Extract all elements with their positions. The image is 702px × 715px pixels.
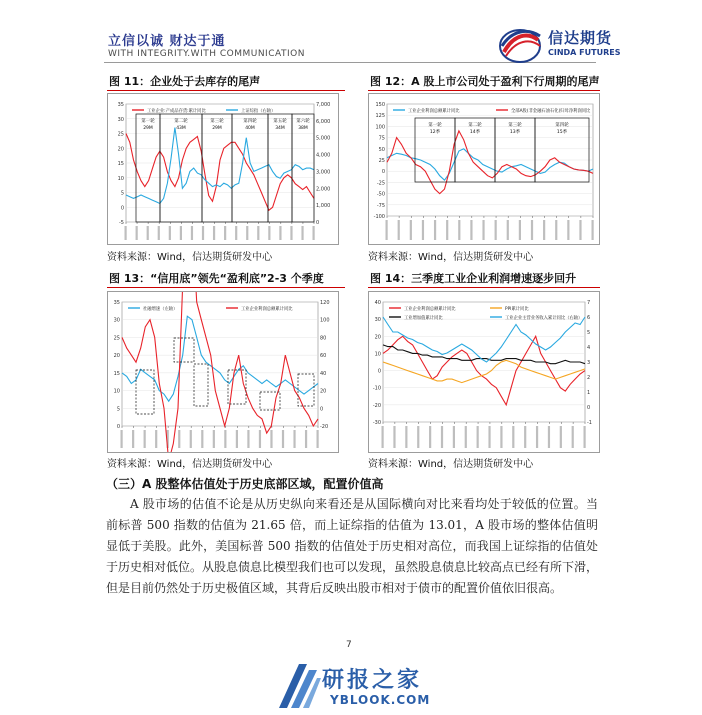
x-tick-label bbox=[155, 430, 157, 448]
x-tick-label bbox=[136, 226, 138, 240]
header-slogan-en: WITH INTEGRITY.WITH COMMUNICATION bbox=[108, 49, 305, 59]
cycle-label: 第一轮 bbox=[428, 123, 442, 128]
y-tick-label: 20 bbox=[117, 146, 124, 153]
x-tick-label bbox=[268, 226, 270, 240]
x-tick-label bbox=[305, 430, 307, 448]
x-tick-label bbox=[125, 226, 127, 240]
legend-label: 社融增速（左轴） bbox=[143, 307, 178, 312]
x-tick-label bbox=[429, 426, 431, 448]
y-tick-label: -20 bbox=[372, 402, 381, 409]
y-tick-label-right: 100 bbox=[320, 317, 330, 324]
x-tick-label bbox=[584, 426, 586, 448]
y-tick-label-right: 0 bbox=[316, 220, 320, 226]
y-tick-label: 15 bbox=[117, 161, 124, 167]
x-tick-label bbox=[169, 226, 171, 240]
y-tick-label-right: 3 bbox=[587, 360, 591, 366]
figure-source: 资料来源：Wind，信达期货研发中心 bbox=[107, 252, 273, 263]
x-tick-label bbox=[247, 430, 249, 448]
x-tick-label bbox=[317, 430, 319, 448]
caption-underline bbox=[368, 287, 600, 288]
page-number: 7 bbox=[346, 640, 352, 650]
paragraph-text: A 股市场的估值不论是从历史纵向来看还是从国际横向对比来看均处于较低的位置。当前标普 500 指数的估值为 21.65 倍，而上证综指的估值为 13.01，A 股市场的整体估值明显低于美股。此外，美国标普 500 指数的估值处于历史相对高位，而我国上证综指的估值处于历史相对低位。从股息债息比模型我们也可以发现，虽然股息债息比较高点已经有所下滑，但是目前仍然处于历史极值区域，其背后反映出股市相对于债市的配置价值依旧很高。 bbox=[106, 497, 599, 595]
series-line bbox=[126, 128, 314, 204]
y-tick-label: -100 bbox=[373, 214, 385, 220]
x-tick-label bbox=[458, 220, 460, 240]
y-tick-label-right: 5,000 bbox=[316, 135, 331, 142]
legend-label: 工业企业利润总额累计同比 bbox=[241, 307, 293, 312]
cycle-label: 13季 bbox=[509, 130, 521, 135]
x-tick-label bbox=[555, 220, 557, 240]
y-tick-label: 35 bbox=[113, 300, 120, 306]
y-tick-label: 30 bbox=[374, 317, 381, 324]
x-tick-label bbox=[488, 426, 490, 448]
x-tick-label bbox=[536, 426, 538, 448]
x-tick-label bbox=[180, 226, 182, 240]
caption-underline bbox=[107, 90, 345, 91]
y-tick-label: 25 bbox=[113, 335, 120, 342]
x-tick-label bbox=[201, 430, 203, 448]
y-tick-label-right: 60 bbox=[320, 353, 327, 360]
y-tick-label-right: 1 bbox=[587, 390, 591, 396]
x-tick-label bbox=[386, 220, 388, 240]
x-tick-label bbox=[470, 220, 472, 240]
y-tick-label-right: 80 bbox=[320, 335, 327, 342]
x-tick-label bbox=[405, 426, 407, 448]
chart-svg bbox=[369, 94, 599, 244]
legend-label: 工业企业利润总额累计同比 bbox=[404, 307, 456, 312]
y-tick-label-right: -1 bbox=[587, 420, 592, 426]
section-heading: （三）A 股整体估值处于历史底部区域，配置价值高 bbox=[106, 477, 384, 491]
caption-underline bbox=[368, 90, 600, 91]
series-line bbox=[387, 149, 593, 180]
y-tick-label-right: 5 bbox=[587, 330, 591, 336]
legend-label: 工业增加值累计同比 bbox=[404, 316, 443, 321]
cycle-label: 43M bbox=[176, 126, 186, 131]
y-tick-label-right: 2,000 bbox=[316, 186, 331, 193]
y-tick-label: 10 bbox=[117, 175, 124, 182]
y-tick-label: 10 bbox=[113, 388, 120, 395]
x-tick-label bbox=[524, 426, 526, 448]
x-tick-label bbox=[121, 430, 123, 448]
cycle-label: 第一轮 bbox=[141, 119, 155, 124]
y-tick-label: 50 bbox=[378, 146, 385, 153]
y-tick-label: -5 bbox=[119, 220, 124, 226]
cycle-label: 29M bbox=[143, 126, 153, 131]
x-tick-label bbox=[132, 430, 134, 448]
body-paragraph bbox=[106, 494, 598, 599]
y-tick-label: 0 bbox=[116, 424, 120, 430]
x-tick-label bbox=[270, 430, 272, 448]
x-tick-label bbox=[572, 426, 574, 448]
cycle-label: 第四轮 bbox=[555, 123, 569, 128]
figure-caption: 图 14：三季度工业企业利润增速逐步回升 bbox=[370, 272, 577, 285]
x-tick-label bbox=[202, 226, 204, 240]
x-axis-label-area bbox=[387, 219, 593, 242]
figure-caption: 图 12：A 股上市公司处于盈利下行周期的尾声 bbox=[370, 75, 600, 88]
x-tick-label bbox=[592, 220, 594, 240]
chart-inventory-vs-index bbox=[107, 93, 339, 245]
y-tick-label: 0 bbox=[377, 368, 381, 375]
x-tick-label bbox=[519, 220, 521, 240]
y-tick-label: 0 bbox=[120, 205, 124, 212]
watermark-text-cn: 研报之家 bbox=[322, 668, 423, 693]
cycle-label: 第二轮 bbox=[468, 123, 482, 128]
y-tick-label-right: 2 bbox=[587, 375, 591, 381]
y-tick-label-right: 6 bbox=[587, 315, 591, 321]
y-tick-label: 125 bbox=[375, 113, 385, 120]
y-tick-label-right: 7 bbox=[587, 300, 591, 306]
x-axis-label-area bbox=[122, 429, 318, 450]
x-tick-label bbox=[567, 220, 569, 240]
x-tick-label bbox=[301, 226, 303, 240]
x-tick-label bbox=[144, 430, 146, 448]
x-tick-label bbox=[398, 220, 400, 240]
legend-label: 上证综指（右轴） bbox=[241, 109, 276, 114]
figure-source: 资料来源：Wind，信达期货研发中心 bbox=[368, 252, 534, 263]
y-tick-label: -25 bbox=[376, 180, 385, 187]
x-tick-label bbox=[158, 226, 160, 240]
x-tick-label bbox=[495, 220, 497, 240]
y-tick-label-right: 3,000 bbox=[316, 169, 331, 176]
bottom-zone-box bbox=[136, 370, 154, 414]
x-tick-label bbox=[410, 220, 412, 240]
y-tick-label-right: 4,000 bbox=[316, 152, 331, 159]
series-line bbox=[383, 317, 585, 362]
series-line bbox=[122, 316, 318, 401]
y-tick-label: 5 bbox=[120, 190, 124, 197]
x-tick-label bbox=[191, 226, 193, 240]
x-tick-label bbox=[282, 430, 284, 448]
x-tick-label bbox=[279, 226, 281, 240]
x-tick-label bbox=[500, 426, 502, 448]
header-slogan-cn: 立信以诚 财达于通 bbox=[108, 34, 226, 49]
chart-credit-vs-profit bbox=[107, 291, 339, 453]
x-tick-label bbox=[213, 226, 215, 240]
logo-text-en: CINDA FUTURES bbox=[548, 48, 621, 57]
series-line bbox=[122, 292, 318, 452]
x-tick-label bbox=[393, 426, 395, 448]
y-tick-label-right: 6,000 bbox=[316, 118, 331, 125]
y-tick-label: 20 bbox=[113, 353, 120, 360]
x-tick-label bbox=[507, 220, 509, 240]
x-tick-label bbox=[246, 226, 248, 240]
cycle-label: 第三轮 bbox=[210, 119, 224, 124]
y-tick-label: 150 bbox=[375, 102, 385, 108]
x-tick-label bbox=[224, 226, 226, 240]
x-tick-label bbox=[579, 220, 581, 240]
x-tick-label bbox=[235, 226, 237, 240]
x-tick-label bbox=[224, 430, 226, 448]
cycle-label: 12季 bbox=[429, 130, 441, 135]
y-tick-label: -30 bbox=[372, 420, 381, 426]
y-tick-label-right: 120 bbox=[320, 300, 330, 306]
chart-profit-cycles bbox=[368, 93, 600, 245]
y-tick-label-right: 20 bbox=[320, 388, 327, 395]
x-tick-label bbox=[453, 426, 455, 448]
y-tick-label: -75 bbox=[376, 202, 385, 209]
figure-caption: 图 13：“信用底”领先“盈利底”2-3 个季度 bbox=[109, 272, 324, 285]
legend-label: 全部A股(非金融石油石化)归母净利润同比 bbox=[511, 109, 591, 114]
x-tick-label bbox=[531, 220, 533, 240]
cycle-label: 14季 bbox=[469, 130, 481, 135]
y-tick-label-right: 1,000 bbox=[316, 203, 331, 210]
logo-text-cn: 信达期货 bbox=[548, 29, 613, 47]
y-tick-label: 75 bbox=[378, 135, 385, 142]
cycle-label: 38M bbox=[298, 126, 308, 131]
x-tick-label bbox=[293, 430, 295, 448]
y-tick-label-right: -20 bbox=[320, 424, 329, 430]
chart-svg bbox=[369, 292, 599, 452]
cycle-label: 15季 bbox=[556, 130, 568, 135]
chart-industrial-profit bbox=[368, 291, 600, 453]
x-tick-label bbox=[290, 226, 292, 240]
y-tick-label: 40 bbox=[374, 300, 381, 306]
x-tick-label bbox=[441, 426, 443, 448]
y-tick-label: 10 bbox=[374, 351, 381, 358]
y-tick-label: 0 bbox=[381, 169, 385, 176]
legend-label: 工业企业:产成品存货:累计同比 bbox=[147, 109, 206, 114]
x-axis-label-area bbox=[383, 425, 585, 450]
caption-underline bbox=[107, 287, 345, 288]
cycle-label: 34M bbox=[275, 126, 285, 131]
x-tick-label bbox=[465, 426, 467, 448]
bottom-zone-box bbox=[194, 364, 208, 406]
y-tick-label-right: 4 bbox=[587, 345, 591, 351]
x-tick-label bbox=[512, 426, 514, 448]
x-axis-label-area bbox=[126, 225, 314, 242]
y-tick-label-right: 40 bbox=[320, 370, 327, 377]
y-tick-label: 5 bbox=[116, 406, 120, 413]
x-tick-label bbox=[422, 220, 424, 240]
y-tick-label: 20 bbox=[374, 334, 381, 341]
chart-svg bbox=[108, 292, 338, 452]
y-tick-label: -50 bbox=[376, 191, 385, 198]
legend-label: 工业企业利润总额累计同比 bbox=[408, 109, 460, 114]
y-tick-label-right: 0 bbox=[320, 406, 324, 413]
cycle-label: 第二轮 bbox=[174, 119, 188, 124]
legend-label: 工业企业主营业务收入累计同比（右轴） bbox=[505, 316, 583, 321]
x-tick-label bbox=[560, 426, 562, 448]
y-tick-label: 35 bbox=[117, 102, 124, 108]
x-tick-label bbox=[543, 220, 545, 240]
y-tick-label-right: 7,000 bbox=[316, 102, 331, 108]
x-tick-label bbox=[382, 426, 384, 448]
x-tick-label bbox=[236, 430, 238, 448]
figure-caption: 图 11：企业处于去库存的尾声 bbox=[109, 75, 261, 88]
y-tick-label: -10 bbox=[372, 385, 381, 392]
y-tick-label: 25 bbox=[117, 131, 124, 138]
y-tick-label: 100 bbox=[375, 124, 385, 131]
x-tick-label bbox=[446, 220, 448, 240]
x-tick-label bbox=[257, 226, 259, 240]
x-tick-label bbox=[213, 430, 215, 448]
x-tick-label bbox=[482, 220, 484, 240]
cycle-label: 第三轮 bbox=[508, 123, 522, 128]
x-tick-label bbox=[190, 430, 192, 448]
y-tick-label-right: 0 bbox=[587, 405, 591, 411]
x-tick-label bbox=[477, 426, 479, 448]
cycle-label: 第四轮 bbox=[243, 119, 257, 124]
cycle-label: 第五轮 bbox=[273, 119, 287, 124]
chart-svg bbox=[108, 94, 338, 244]
y-tick-label: 25 bbox=[378, 158, 385, 164]
x-tick-label bbox=[178, 430, 180, 448]
cycle-label: 29M bbox=[212, 126, 222, 131]
x-tick-label bbox=[313, 226, 315, 240]
x-tick-label bbox=[548, 426, 550, 448]
cycle-label: 第六轮 bbox=[296, 119, 310, 124]
figure-source: 资料来源：Wind，信达期货研发中心 bbox=[368, 459, 534, 470]
x-tick-label bbox=[417, 426, 419, 448]
y-tick-label: 30 bbox=[117, 116, 124, 123]
y-tick-label: 15 bbox=[113, 370, 120, 377]
figure-source: 资料来源：Wind，信达期货研发中心 bbox=[107, 459, 273, 470]
y-tick-label: 30 bbox=[113, 317, 120, 324]
cycle-label: 40M bbox=[245, 126, 255, 131]
x-tick-label bbox=[147, 226, 149, 240]
watermark-text-en: YBLOOK.COM bbox=[330, 693, 431, 707]
x-tick-label bbox=[259, 430, 261, 448]
legend-label: PPI累计同比 bbox=[505, 307, 529, 312]
x-tick-label bbox=[434, 220, 436, 240]
